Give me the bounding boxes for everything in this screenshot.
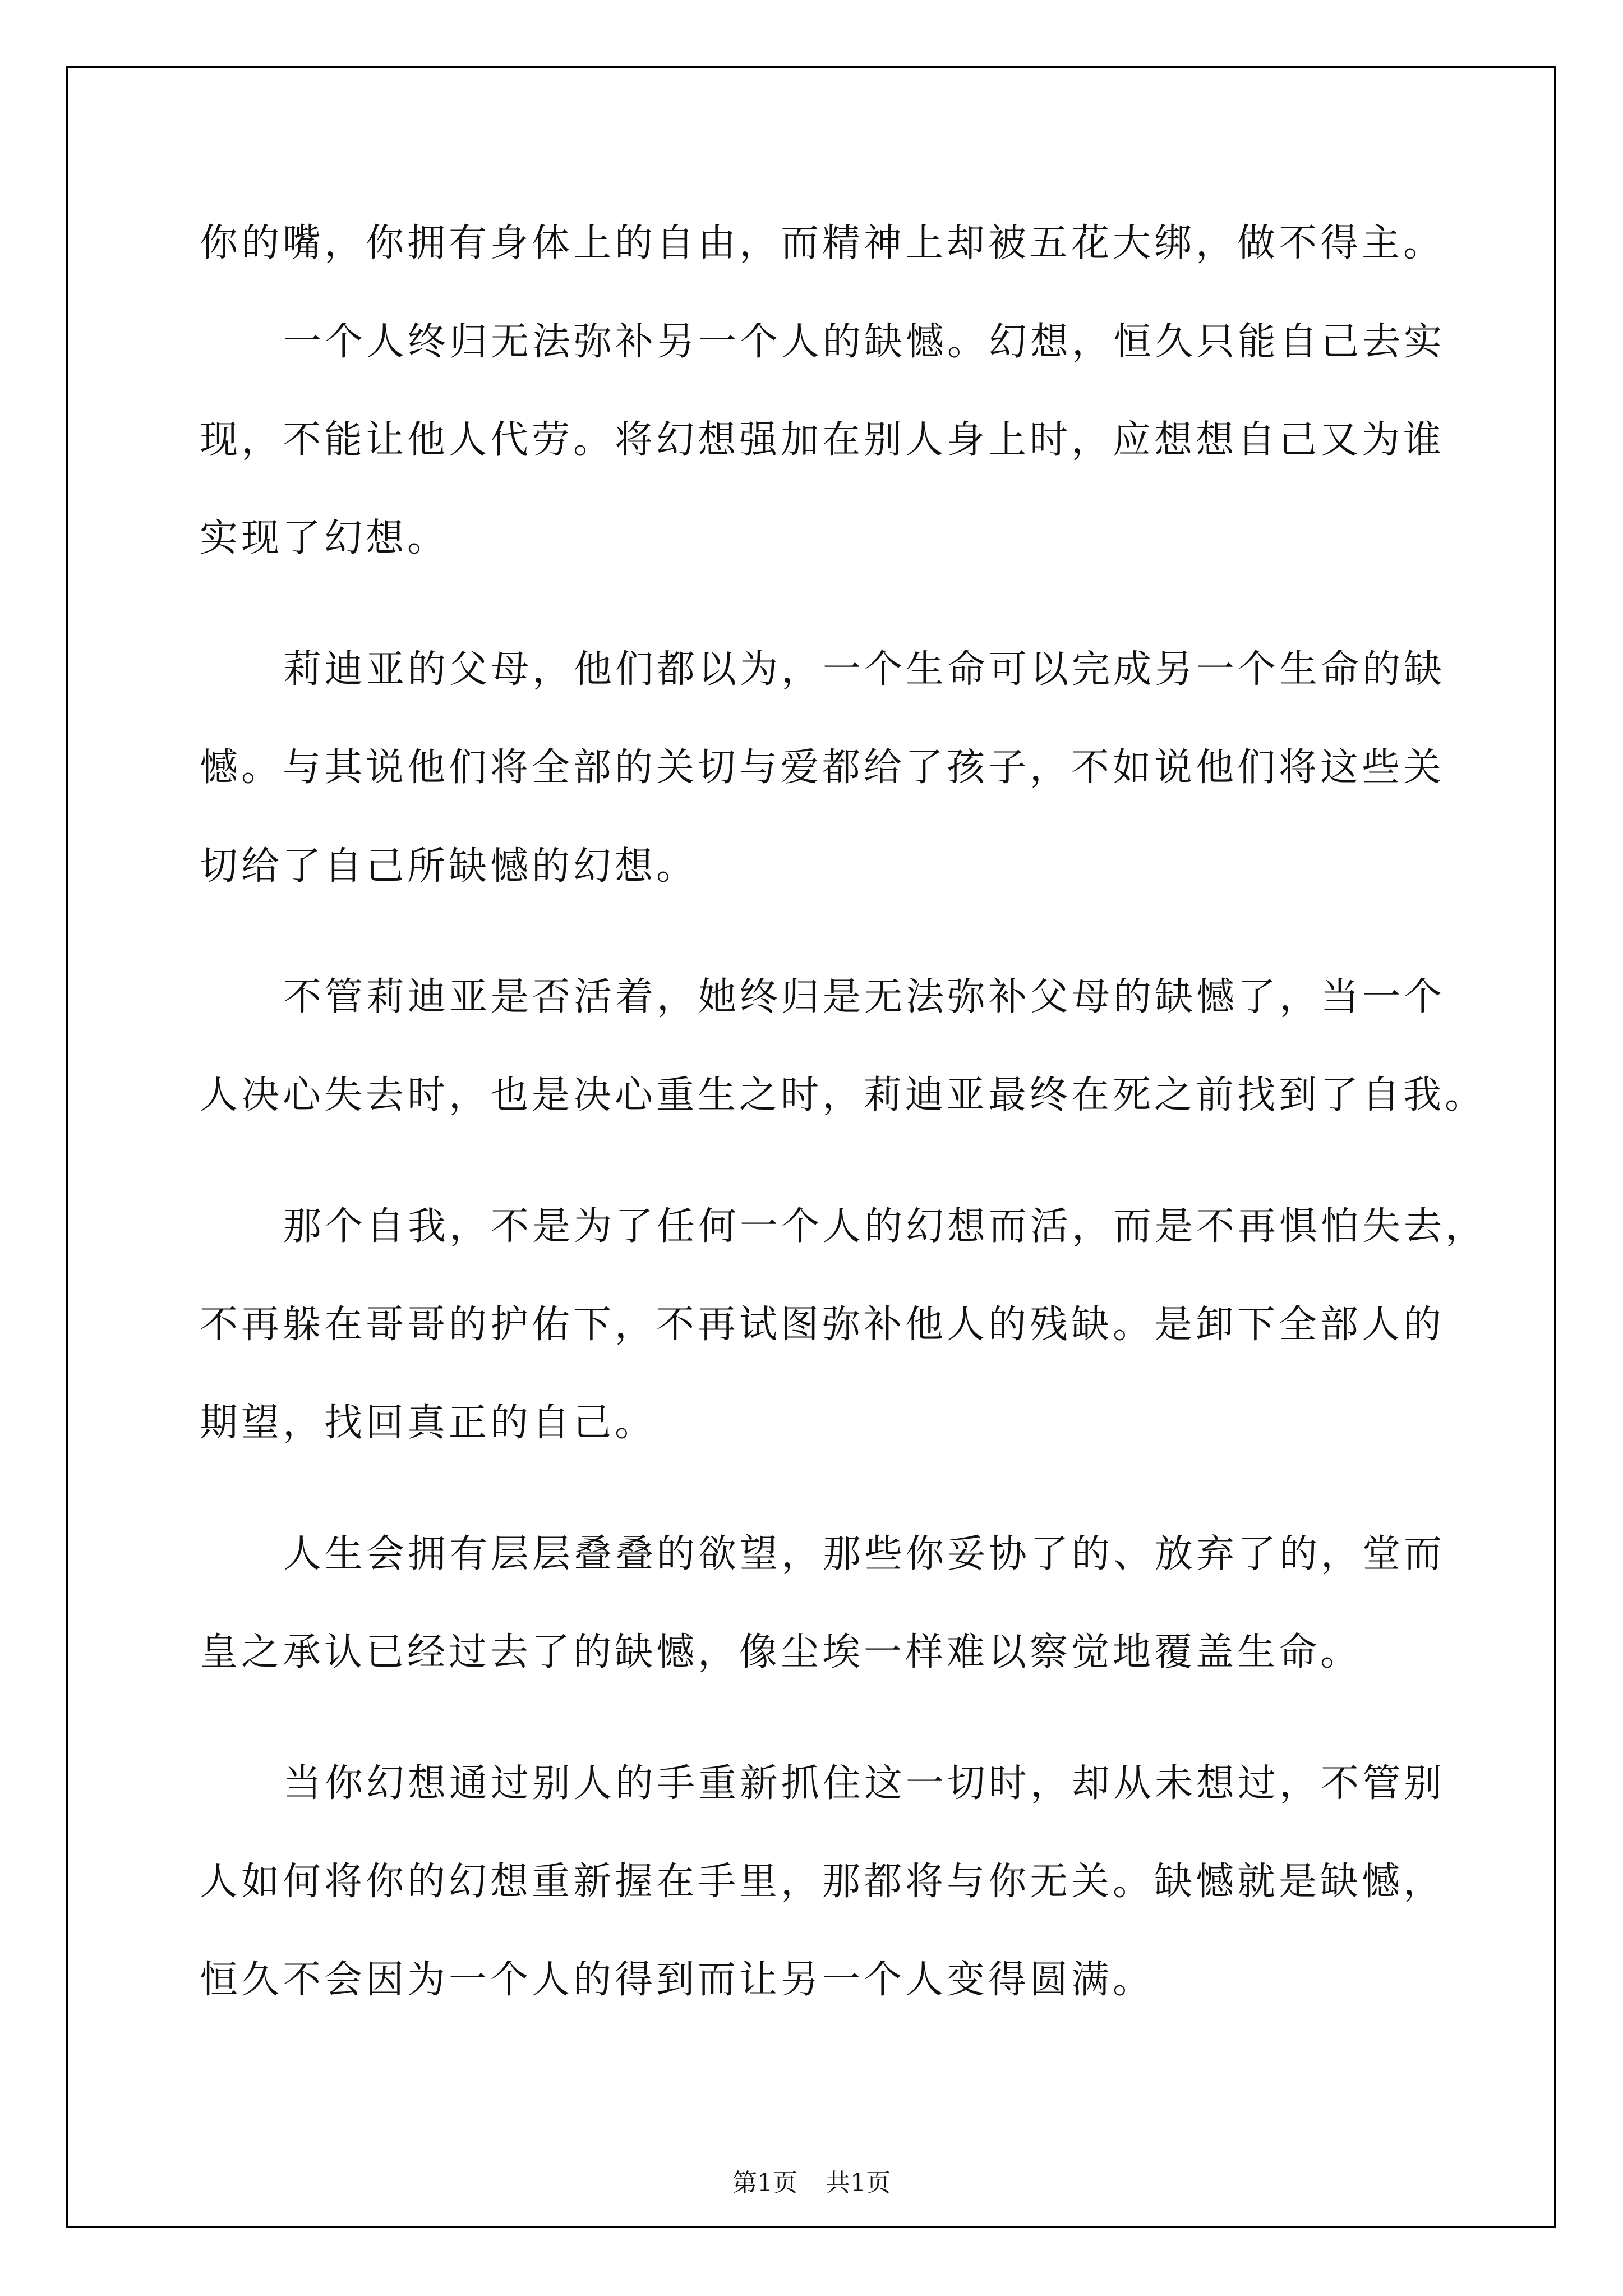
text-line-7: 切给了自己所缺憾的幻想。 [200, 844, 698, 889]
page-number-current: 第1页 [732, 2169, 797, 2197]
text-line-12: 期望，找回真正的自己。 [200, 1401, 657, 1445]
text-line-2: 一个人终归无法弥补另一个人的缺憾。幻想，恒久只能自己去实 [283, 320, 1446, 364]
text-line-13: 人生会拥有层层叠叠的欲望，那些你妥协了的、放弃了的，堂而 [283, 1532, 1446, 1576]
text-line-11: 不再躲在哥哥的护佑下，不再试图弥补他人的残缺。是卸下全部人的 [200, 1303, 1445, 1347]
page-footer [0, 2162, 1623, 2198]
text-line-14: 皇之承认已经过去了的缺憾，像尘埃一样难以察觉地覆盖生命。 [200, 1630, 1362, 1674]
text-line-4: 实现了幻想。 [200, 516, 449, 560]
text-line-10: 那个自我，不是为了任何一个人的幻想而活，而是不再惧怕失去， [283, 1204, 1487, 1249]
text-line-8: 不管莉迪亚是否活着，她终归是无法弥补父母的缺憾了，当一个 [283, 975, 1446, 1019]
text-line-5: 莉迪亚的父母，他们都以为，一个生命可以完成另一个生命的缺 [283, 647, 1446, 692]
text-line-1: 你的嘴，你拥有身体上的自由，而精神上却被五花大绑，做不得主。 [200, 221, 1445, 265]
text-line-17: 恒久不会因为一个人的得到而让另一个人变得圆满。 [200, 1958, 1155, 2002]
text-line-16: 人如何将你的幻想重新握在手里，那都将与你无关。缺憾就是缺憾， [200, 1860, 1445, 1904]
page-number-total: 共1页 [826, 2169, 891, 2197]
text-line-9: 人决心失去时，也是决心重生之时，莉迪亚最终在死之前找到了自我。 [200, 1073, 1487, 1117]
text-line-6: 憾。与其说他们将全部的关切与爱都给了孩子，不如说他们将这些关 [200, 746, 1445, 790]
text-line-3: 现，不能让他人代劳。将幻想强加在别人身上时，应想想自己又为谁 [200, 418, 1445, 462]
text-line-15: 当你幻想通过别人的手重新抓住这一切时，却从未想过，不管别 [283, 1761, 1446, 1806]
